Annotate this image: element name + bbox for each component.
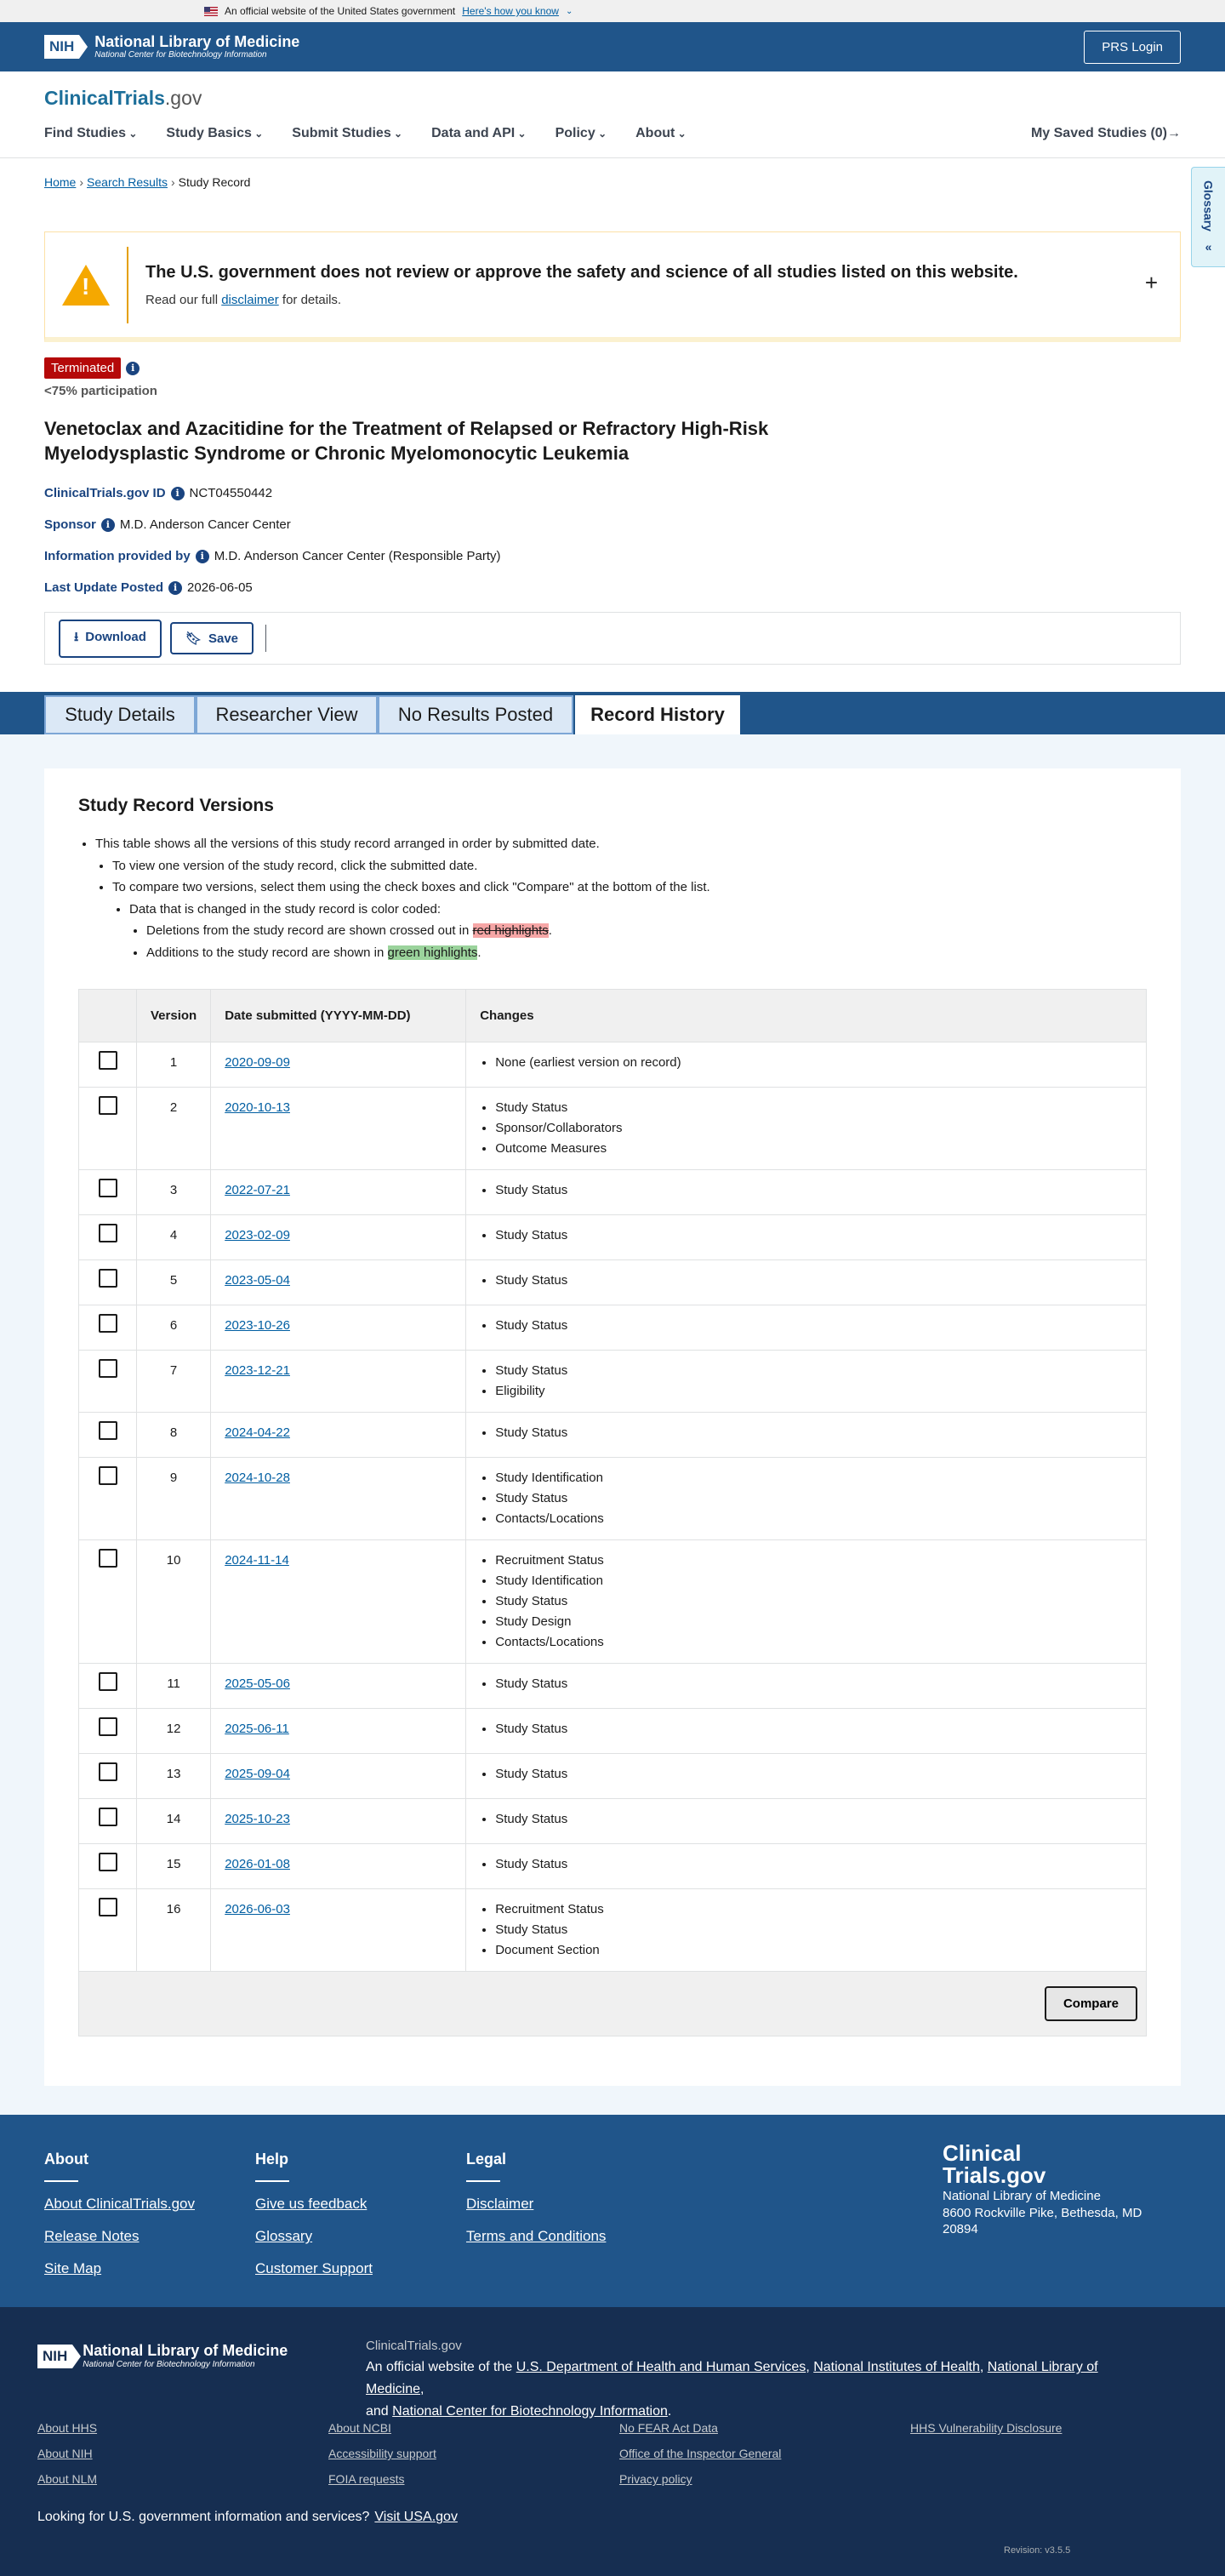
date-cell <box>211 1351 466 1413</box>
last-update-label: Last Update Posted <box>44 580 164 596</box>
footer-legal <box>466 2150 606 2260</box>
site-name: ClinicalTrials <box>44 87 165 109</box>
version-checkbox[interactable] <box>99 1853 117 1871</box>
heres-how-you-know-link[interactable]: Here's how you know <box>462 5 559 17</box>
change-item: • Study Status <box>495 1225 1132 1246</box>
info-icon[interactable]: i <box>171 487 185 500</box>
footer-link-terms[interactable]: Terms and Conditions <box>466 2228 607 2245</box>
version-date-link[interactable]: 2023-10-26 <box>225 1318 290 1334</box>
version-date-link[interactable]: 2023-12-21 <box>225 1363 290 1379</box>
changes-cell <box>466 1215 1147 1260</box>
footer-nih-box: NIH <box>37 2345 72 2368</box>
version-date-link[interactable]: 2026-01-08 <box>225 1857 290 1872</box>
change-item: • Recruitment Status <box>495 1551 1132 1571</box>
download-button[interactable] <box>59 620 162 658</box>
date-cell <box>211 1709 466 1754</box>
change-item: • Eligibility <box>495 1381 1132 1402</box>
version-checkbox[interactable] <box>99 1549 117 1568</box>
info-icon[interactable]: i <box>196 550 209 563</box>
footer-bottom-link[interactable]: About NIH <box>37 2447 93 2461</box>
version-checkbox[interactable] <box>99 1898 117 1916</box>
version-checkbox[interactable] <box>99 1314 117 1333</box>
breadcrumb <box>0 158 1225 189</box>
version-date-link[interactable]: 2025-05-06 <box>225 1676 290 1692</box>
disclaimer-link[interactable]: disclaimer <box>221 292 279 307</box>
change-item: • Study Status <box>495 1920 1132 1940</box>
version-checkbox[interactable] <box>99 1762 117 1781</box>
visit-usa-gov-link[interactable]: Visit USA.gov <box>374 2510 458 2525</box>
chevron-down-icon: ⌄ <box>565 6 573 16</box>
footer-bottom-link <box>910 2472 1165 2486</box>
footer-bottom-link[interactable]: No FEAR Act Data <box>619 2421 718 2436</box>
row-select-cell <box>79 1664 137 1709</box>
version-date-link[interactable]: 2020-10-13 <box>225 1100 290 1116</box>
actions-divider <box>265 625 266 652</box>
version-checkbox[interactable] <box>99 1717 117 1736</box>
version-checkbox[interactable] <box>99 1359 117 1378</box>
table-row <box>79 1413 1147 1458</box>
version-number: 4 <box>137 1215 211 1260</box>
footer-link-nih[interactable]: National Institutes of Health <box>813 2360 980 2375</box>
version-number: 6 <box>137 1305 211 1351</box>
footer-link-ncbi[interactable]: National Center for Biotechnology Information <box>392 2403 668 2419</box>
version-number: 13 <box>137 1754 211 1799</box>
compare-button[interactable]: Compare <box>1045 1986 1137 2021</box>
breadcrumb-search-results[interactable]: Search Results <box>87 175 168 189</box>
nav-about[interactable]: About ⌄ <box>635 126 687 141</box>
nav-submit-studies[interactable]: Submit Studies ⌄ <box>292 126 402 141</box>
table-row <box>79 1042 1147 1088</box>
table-row <box>79 1844 1147 1889</box>
footer-help-heading: Help <box>255 2150 289 2168</box>
expand-plus-icon[interactable]: + <box>1144 270 1158 295</box>
footer-nih-logo[interactable] <box>37 2343 288 2369</box>
footer-bottom-link[interactable]: Privacy policy <box>619 2472 692 2487</box>
instruction-item: • Deletions from the study record are shown crossed out in red highlights. <box>146 920 1147 942</box>
table-row <box>79 1799 1147 1844</box>
footer-brand <box>943 2142 1142 2238</box>
nih-logo[interactable] <box>44 34 299 60</box>
provided-by-label: Information provided by <box>44 549 191 564</box>
date-cell <box>211 1260 466 1305</box>
date-cell <box>211 1413 466 1458</box>
tab-researcher-view[interactable]: Researcher View <box>196 695 378 734</box>
footer-link-glossary[interactable]: Glossary <box>255 2228 313 2245</box>
footer-legal-heading: Legal <box>466 2150 507 2168</box>
change-item: • Contacts/Locations <box>495 1632 1132 1653</box>
row-select-cell <box>79 1170 137 1215</box>
changes-cell <box>466 1260 1147 1305</box>
version-date-link[interactable]: 2024-04-22 <box>225 1425 290 1441</box>
version-number: 5 <box>137 1260 211 1305</box>
date-cell <box>211 1540 466 1664</box>
nih-logo-title: National Library of Medicine <box>94 32 300 50</box>
footer-bottom <box>0 2307 1225 2576</box>
version-number: 8 <box>137 1413 211 1458</box>
version-number: 9 <box>137 1458 211 1540</box>
row-select-cell <box>79 1458 137 1540</box>
instruction-item: • Data that is changed in the study record is color coded: <box>129 899 1147 921</box>
table-row <box>79 1260 1147 1305</box>
changes-cell <box>466 1889 1147 1972</box>
changes-cell <box>466 1042 1147 1088</box>
breadcrumb-home[interactable]: Home <box>44 175 77 189</box>
footer-link-feedback[interactable]: Give us feedback <box>255 2196 368 2213</box>
version-date-link[interactable]: 2026-06-03 <box>225 1902 290 1917</box>
footer-bottom-link[interactable]: Office of the Inspector General <box>619 2447 782 2461</box>
versions-card <box>44 768 1181 2086</box>
footer-link-site-map[interactable]: Site Map <box>44 2260 102 2277</box>
footer-brand-line1: Clinical <box>943 2140 1022 2167</box>
sponsor-label: Sponsor <box>44 517 96 533</box>
footer-bottom-link[interactable]: Accessibility support <box>328 2447 436 2461</box>
version-date-link[interactable]: 2020-09-09 <box>225 1055 290 1071</box>
version-date-link[interactable]: 2025-10-23 <box>225 1812 290 1827</box>
table-row <box>79 1889 1147 1972</box>
change-item: • Study Design <box>495 1612 1132 1632</box>
footer-link-release-notes[interactable]: Release Notes <box>44 2228 140 2245</box>
row-select-cell <box>79 1042 137 1088</box>
change-item: • Study Status <box>495 1098 1132 1118</box>
study-header <box>0 342 1225 595</box>
footer-bottom-links <box>37 2421 1143 2486</box>
table-row <box>79 1458 1147 1540</box>
version-date-link[interactable]: 2025-09-04 <box>225 1767 290 1782</box>
alert-title: The U.S. government does not review or approve the safety and science of all studies listed on this website. <box>145 262 1018 282</box>
version-checkbox[interactable] <box>99 1808 117 1826</box>
study-tabs <box>0 692 1225 734</box>
chevrons-left-icon: « <box>1205 239 1212 254</box>
change-item: • Study Status <box>495 1316 1132 1336</box>
footer-bottom-link <box>910 2447 1165 2460</box>
change-item: • Study Status <box>495 1271 1132 1291</box>
date-cell <box>211 1088 466 1170</box>
tab-no-results-posted[interactable]: No Results Posted <box>378 695 573 734</box>
clinicaltrials-logo[interactable] <box>44 87 1181 110</box>
change-item: • Study Status <box>495 1488 1132 1509</box>
info-icon[interactable]: i <box>168 581 182 595</box>
nih-logo-subtitle: National Center for Biotechnology Information <box>94 50 267 60</box>
change-item: • Outcome Measures <box>495 1139 1132 1159</box>
participation-text: <75% participation <box>44 384 157 398</box>
table-row <box>79 1540 1147 1664</box>
changes-cell <box>466 1170 1147 1215</box>
change-item: • Study Status <box>495 1854 1132 1875</box>
version-checkbox[interactable] <box>99 1672 117 1691</box>
instruction-item: • Additions to the study record are shown in green highlights. <box>146 942 1147 964</box>
table-row <box>79 1754 1147 1799</box>
nav-study-basics[interactable]: Study Basics ⌄ <box>166 126 263 141</box>
row-select-cell <box>79 1305 137 1351</box>
footer-nih-subtitle: National Center for Biotechnology Information <box>83 2360 255 2370</box>
study-title: Venetoclax and Azacitidine for the Treatment of Relapsed or Refractory High-Risk Myelodysplastic Syndrome or Chronic Myelomonocytic Leukemia <box>44 418 769 464</box>
changes-cell <box>466 1799 1147 1844</box>
version-number: 2 <box>137 1088 211 1170</box>
versions-heading: Study Record Versions <box>78 796 274 816</box>
nav-policy[interactable]: Policy ⌄ <box>556 126 607 141</box>
version-number: 16 <box>137 1889 211 1972</box>
change-item: • Study Status <box>495 1361 1132 1381</box>
red-highlight-sample: red highlights <box>472 923 549 939</box>
footer-bottom-link[interactable]: About NLM <box>37 2472 98 2487</box>
footer-link-nlm[interactable]: National Library of Medicine <box>366 2360 1098 2396</box>
change-item: • Contacts/Locations <box>495 1509 1132 1529</box>
version-checkbox[interactable] <box>99 1224 117 1242</box>
info-icon[interactable]: i <box>126 362 140 375</box>
date-cell <box>211 1664 466 1709</box>
version-checkbox[interactable] <box>99 1269 117 1288</box>
save-label: Save <box>208 631 239 647</box>
footer-about-heading: About <box>44 2150 88 2168</box>
date-cell <box>211 1305 466 1351</box>
row-select-cell <box>79 1088 137 1170</box>
nav-find-studies[interactable]: Find Studies ⌄ <box>44 126 137 141</box>
alert-body: Read our full disclaimer for details. <box>145 292 342 307</box>
nih-logo-box: NIH <box>44 35 79 59</box>
row-select-cell <box>79 1260 137 1305</box>
footer-about <box>44 2150 195 2293</box>
date-cell <box>211 1042 466 1088</box>
changes-cell <box>466 1754 1147 1799</box>
last-update-value: 2026-06-05 <box>187 580 253 596</box>
change-item: • Study Status <box>495 1809 1132 1830</box>
versions-instructions <box>78 833 1147 963</box>
table-row <box>79 1664 1147 1709</box>
version-date-link[interactable]: 2023-05-04 <box>225 1273 290 1288</box>
instruction-item: • To view one version of the study record, click the submitted date. <box>112 855 1147 877</box>
footer-help <box>255 2150 373 2293</box>
date-cell <box>211 1889 466 1972</box>
row-select-cell <box>79 1215 137 1260</box>
instruction-item: • To compare two versions, select them using the check boxes and click "Compare" at the bottom of the list. <box>112 877 1147 899</box>
footer-brand-line2: Trials.gov <box>943 2162 1046 2189</box>
changes-cell <box>466 1413 1147 1458</box>
main-nav <box>44 110 1181 157</box>
table-row <box>79 1215 1147 1260</box>
change-item: • None (earliest version on record) <box>495 1053 1132 1073</box>
tab-record-history[interactable]: Record History <box>575 695 740 734</box>
change-item: • Study Status <box>495 1180 1132 1201</box>
chevron-right-icon: › <box>79 175 84 189</box>
warning-icon: ! <box>45 247 128 323</box>
row-select-cell <box>79 1709 137 1754</box>
table-row <box>79 1305 1147 1351</box>
version-number: 15 <box>137 1844 211 1889</box>
footer-link-customer-support[interactable]: Customer Support <box>255 2260 373 2277</box>
download-icon: ⭳ <box>74 629 79 644</box>
row-select-cell <box>79 1754 137 1799</box>
download-label: Download <box>85 629 146 644</box>
status-badge: Terminated <box>44 357 121 379</box>
table-row <box>79 1709 1147 1754</box>
footer-bottom-link[interactable]: FOIA requests <box>328 2472 405 2487</box>
version-number: 1 <box>137 1042 211 1088</box>
info-icon[interactable]: i <box>101 518 115 532</box>
row-select-cell <box>79 1844 137 1889</box>
date-cell <box>211 1799 466 1844</box>
chevron-right-icon: › <box>170 175 175 189</box>
green-highlight-sample: green highlights <box>387 945 478 960</box>
version-number: 14 <box>137 1799 211 1844</box>
bookmark-icon: 🔖︎ <box>185 631 202 647</box>
change-item: • Sponsor/Collaborators <box>495 1118 1132 1139</box>
version-checkbox[interactable] <box>99 1179 117 1197</box>
gov-banner-text: An official website of the United States government <box>225 5 456 17</box>
site-header <box>0 71 1225 158</box>
footer-official-text: ClinicalTrials.gov An official website of the U.S. Department of Health and Human Services, National Institutes of Health, National Library of Medicine, and National Center for Biotechnology Information. <box>366 2336 1148 2422</box>
changes-cell <box>466 1540 1147 1664</box>
glossary-tab[interactable] <box>1191 167 1225 267</box>
date-cell <box>211 1215 466 1260</box>
version-date-link[interactable]: 2024-11-14 <box>225 1553 289 1568</box>
change-item: • Recruitment Status <box>495 1899 1132 1920</box>
footer-top <box>0 2115 1225 2307</box>
changes-cell <box>466 1305 1147 1351</box>
change-item: • Study Status <box>495 1591 1132 1612</box>
nih-header <box>0 22 1225 71</box>
version-checkbox[interactable] <box>99 1096 117 1115</box>
footer-link-hhs[interactable]: U.S. Department of Health and Human Services <box>516 2360 806 2375</box>
footer-address: National Library of Medicine 8600 Rockville Pike, Bethesda, MD 20894 <box>943 2189 1142 2237</box>
footer-bottom-link[interactable]: About NCBI <box>328 2421 391 2436</box>
change-item: • Document Section <box>495 1940 1132 1961</box>
instruction-item: • This table shows all the versions of this study record arranged in order by submitted date. <box>95 833 1147 855</box>
table-row <box>79 1088 1147 1170</box>
version-number: 7 <box>137 1351 211 1413</box>
sponsor-value: M.D. Anderson Cancer Center <box>119 517 291 533</box>
table-row <box>79 1351 1147 1413</box>
study-meta <box>44 486 1181 595</box>
save-button[interactable] <box>170 622 254 654</box>
version-date-link[interactable]: 2024-10-28 <box>225 1471 290 1486</box>
tab-study-details[interactable]: Study Details <box>44 695 196 734</box>
date-cell <box>211 1754 466 1799</box>
us-flag-icon <box>204 7 218 16</box>
revision-text: Revision: v3.5.5 <box>1004 2545 1071 2556</box>
version-date-link[interactable]: 2023-02-09 <box>225 1228 290 1243</box>
version-date-link[interactable]: 2022-07-21 <box>225 1183 290 1198</box>
date-cell <box>211 1844 466 1889</box>
version-number: 3 <box>137 1170 211 1215</box>
gov-banner <box>0 0 1225 22</box>
changes-cell <box>466 1844 1147 1889</box>
provided-by-value: M.D. Anderson Cancer Center (Responsible Party) <box>214 549 501 564</box>
compare-row <box>78 1972 1147 2036</box>
site-tld: .gov <box>164 87 202 109</box>
prs-login-button[interactable]: PRS Login <box>1084 31 1181 64</box>
version-date-link[interactable]: 2025-06-11 <box>225 1722 289 1737</box>
change-item: • Study Identification <box>495 1571 1132 1591</box>
footer-bottom-link[interactable]: About HHS <box>37 2421 98 2436</box>
version-checkbox[interactable] <box>99 1051 117 1070</box>
change-item: • Study Identification <box>495 1468 1132 1488</box>
footer-usa-gov: Looking for U.S. government information and services? Visit USA.gov <box>37 2510 458 2525</box>
col-changes: Changes <box>466 990 1147 1042</box>
change-item: • Study Status <box>495 1719 1132 1739</box>
study-actions <box>44 612 1181 665</box>
col-select <box>79 990 137 1042</box>
footer-link-about-ct[interactable]: About ClinicalTrials.gov <box>44 2196 195 2213</box>
record-history-content <box>0 734 1225 2115</box>
changes-cell <box>466 1664 1147 1709</box>
version-number: 10 <box>137 1540 211 1664</box>
change-item: • Study Status <box>495 1674 1132 1694</box>
nct-id-label: ClinicalTrials.gov ID <box>44 486 166 501</box>
footer-link-disclaimer[interactable]: Disclaimer <box>466 2196 534 2213</box>
disclaimer-alert <box>44 231 1181 342</box>
date-cell <box>211 1170 466 1215</box>
my-saved-studies-link[interactable]: My Saved Studies (0)→ <box>1030 126 1181 140</box>
versions-table <box>78 989 1147 1972</box>
change-item: • Study Status <box>495 1764 1132 1785</box>
breadcrumb-current: Study Record <box>178 175 251 189</box>
version-checkbox[interactable] <box>99 1421 117 1440</box>
row-select-cell <box>79 1540 137 1664</box>
change-item: • Study Status <box>495 1423 1132 1443</box>
changes-cell <box>466 1351 1147 1413</box>
version-number: 12 <box>137 1709 211 1754</box>
glossary-label: Glossary <box>1201 180 1216 231</box>
footer-nih-title: National Library of Medicine <box>83 2342 288 2360</box>
col-date: Date submitted (YYYY-MM-DD) <box>211 990 466 1042</box>
changes-cell <box>466 1458 1147 1540</box>
changes-cell <box>466 1088 1147 1170</box>
nav-data-and-api[interactable]: Data and API ⌄ <box>431 126 526 141</box>
version-checkbox[interactable] <box>99 1466 117 1485</box>
row-select-cell <box>79 1413 137 1458</box>
row-select-cell <box>79 1889 137 1972</box>
changes-cell <box>466 1709 1147 1754</box>
date-cell <box>211 1458 466 1540</box>
nct-id-value: NCT04550442 <box>189 486 273 501</box>
footer-ct-label: ClinicalTrials.gov <box>366 2339 462 2354</box>
table-row <box>79 1170 1147 1215</box>
version-number: 11 <box>137 1664 211 1709</box>
footer-bottom-link[interactable]: HHS Vulnerability Disclosure <box>910 2421 1063 2436</box>
col-version: Version <box>137 990 211 1042</box>
row-select-cell <box>79 1351 137 1413</box>
row-select-cell <box>79 1799 137 1844</box>
